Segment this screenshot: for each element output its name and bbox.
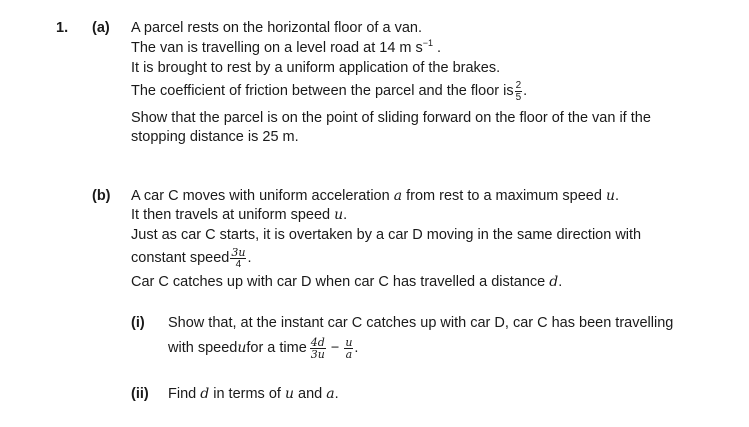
coefficient-fraction bbox=[515, 80, 523, 103]
symbol-a: a bbox=[326, 386, 335, 402]
part-b-line-5-text: Car C catches up with car D when car C has travelled a distance bbox=[131, 274, 550, 290]
part-b-line-2 bbox=[131, 206, 347, 224]
speed-numerator: 3u bbox=[231, 245, 246, 259]
sub-part-i-line-2-end: . bbox=[354, 340, 359, 356]
time-fraction-1 bbox=[310, 337, 326, 360]
part-a-line-3: It is brought to rest by a uniform application of the brakes. bbox=[131, 60, 501, 76]
part-a-line-2-end: . bbox=[433, 40, 442, 56]
part-b-line-4-text: constant speed bbox=[131, 250, 230, 266]
part-b-line-1-end: . bbox=[614, 188, 620, 204]
symbol-d: d bbox=[200, 386, 210, 402]
part-b-line-1-text: A car C moves with uniform acceleration bbox=[131, 188, 394, 204]
symbol-a: a bbox=[393, 188, 403, 204]
speed-denominator: 4 bbox=[235, 258, 242, 270]
symbol-d: d bbox=[549, 274, 559, 290]
part-a-line-4-text: The coefficient of friction between the parcel and the floor is bbox=[131, 83, 514, 99]
sub-part-ii-text-mid: in terms of bbox=[209, 386, 285, 402]
part-b-line-2-text: It then travels at uniform speed bbox=[131, 207, 335, 223]
units-exponent: −1 bbox=[422, 38, 434, 49]
part-a-line-4-end: . bbox=[523, 83, 528, 99]
sub-part-ii-text bbox=[168, 385, 339, 403]
part-a-line-6: stopping distance is 25 m. bbox=[131, 129, 299, 145]
part-b-line-3: Just as car C starts, it is overtaken by a car D moving in the same direction with bbox=[131, 227, 642, 243]
part-b-line-2-end: . bbox=[343, 207, 348, 223]
part-b-line-5 bbox=[131, 273, 562, 291]
sub-part-i-line-2-mid: for a time bbox=[246, 340, 307, 356]
time-fraction-1-denominator: 3u bbox=[310, 347, 325, 361]
time-fraction-2-denominator: a bbox=[345, 347, 353, 361]
part-b-line-1-mid: from rest to a maximum speed bbox=[402, 188, 606, 204]
part-b-line-4 bbox=[131, 244, 251, 272]
part-b-line-5-end: . bbox=[558, 274, 563, 290]
time-fraction-2 bbox=[344, 337, 353, 360]
part-a-label: (a) bbox=[92, 20, 110, 36]
part-b-line-4-end: . bbox=[247, 250, 252, 266]
symbol-u: u bbox=[334, 207, 344, 223]
speed-fraction bbox=[230, 247, 246, 270]
time-fraction-2-numerator: u bbox=[345, 335, 353, 349]
sub-part-ii-text-and: and bbox=[294, 386, 327, 402]
coefficient-numerator: 2 bbox=[515, 79, 522, 91]
sub-part-ii-text-start: Find bbox=[168, 386, 201, 402]
sub-part-ii-label: (ii) bbox=[131, 386, 149, 402]
coefficient-denominator: 5 bbox=[515, 91, 522, 103]
sub-part-ii-text-end: . bbox=[334, 386, 339, 402]
sub-part-i-line-1: Show that, at the instant car C catches up with car D, car C has been travelling bbox=[168, 315, 674, 331]
time-fraction-1-numerator: 4d bbox=[310, 335, 325, 349]
part-b-line-1 bbox=[131, 187, 619, 205]
part-a-line-2 bbox=[131, 39, 441, 57]
sub-part-i-label: (i) bbox=[131, 315, 145, 331]
part-a-line-1: A parcel rests on the horizontal floor of a van. bbox=[131, 20, 422, 36]
symbol-u: u bbox=[605, 188, 615, 204]
symbol-u: u bbox=[237, 340, 247, 356]
minus-sign: − bbox=[330, 340, 340, 356]
part-a-line-2-text: The van is travelling on a level road at 14 m s bbox=[131, 40, 423, 56]
part-a-line-4 bbox=[131, 76, 527, 106]
symbol-u: u bbox=[284, 386, 294, 402]
sub-part-i-line-2-text: with speed bbox=[168, 340, 238, 356]
question-number: 1. bbox=[56, 20, 69, 36]
part-a-line-5: Show that the parcel is on the point of sliding forward on the floor of the van if the bbox=[131, 110, 651, 126]
part-b-label: (b) bbox=[92, 188, 111, 204]
sub-part-i-line-2 bbox=[168, 330, 358, 366]
